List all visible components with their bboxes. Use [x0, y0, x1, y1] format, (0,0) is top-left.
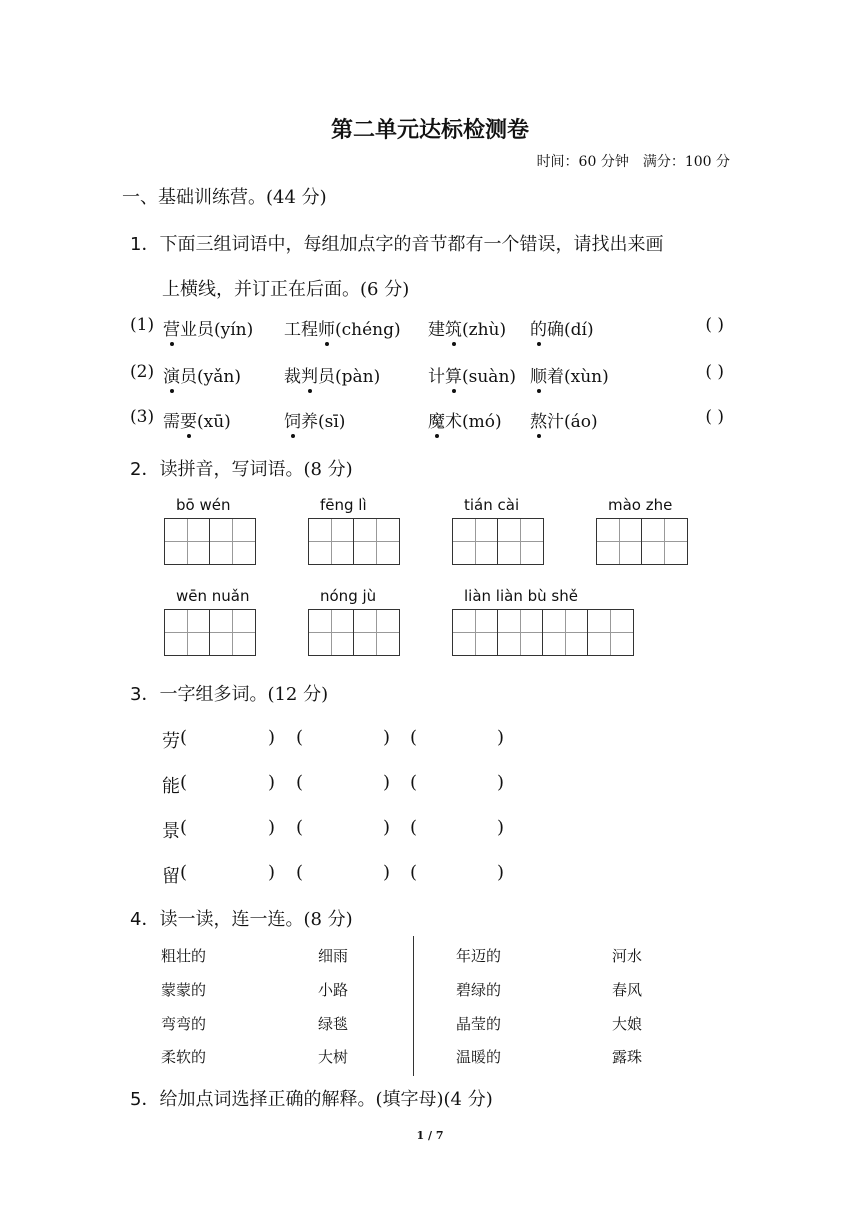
q2-text: 读拼音，写词语。(8 分) [159, 459, 353, 480]
blank-open: ( [296, 817, 304, 838]
tianzige-cell[interactable] [498, 610, 543, 655]
match-word[interactable]: 温暖的 [456, 1048, 502, 1066]
blank-open: ( [180, 862, 188, 883]
match-word[interactable]: 粗壮的 [161, 947, 207, 965]
q3-char: 能 [162, 776, 180, 797]
q3-char: 景 [162, 821, 180, 842]
blank-close: ) [268, 817, 276, 838]
tianzige-cell[interactable] [354, 610, 399, 655]
page-title: 第二单元达标检测卷 [330, 118, 529, 143]
q1-word [530, 407, 598, 432]
blank-open: ( [180, 772, 188, 793]
tianzige-cell[interactable] [309, 610, 354, 655]
word-suffix: (xū) [197, 412, 231, 432]
q1-word [428, 407, 502, 432]
blank-open: ( [410, 817, 418, 838]
tianzige-cell[interactable] [165, 610, 210, 655]
dotted-char: 师 [318, 315, 335, 340]
blank-close: ) [268, 772, 276, 793]
q1-row-label: (1) [130, 315, 155, 335]
q1-word [428, 315, 506, 340]
word-suffix: 汁(áo) [547, 412, 598, 432]
match-word[interactable]: 露珠 [612, 1048, 643, 1066]
match-word[interactable]: 蒙蒙的 [161, 981, 207, 999]
match-word[interactable]: 年迈的 [456, 947, 502, 965]
q3-number: 3． [130, 684, 160, 705]
pinyin-label: wēn nuǎn [176, 587, 250, 605]
blank-open: ( [410, 862, 418, 883]
q5-number: 5． [130, 1089, 160, 1110]
answer-blank[interactable]: ( ) [705, 407, 724, 427]
match-word[interactable]: 春风 [612, 981, 643, 999]
word-suffix: 养(sī) [301, 412, 346, 432]
word-suffix: (zhù) [462, 320, 507, 340]
word-suffix: (chéng) [335, 320, 401, 340]
tianzige-grid[interactable] [308, 609, 400, 656]
blank-open: ( [180, 727, 188, 748]
q3-heading [130, 680, 328, 706]
blank-open: ( [296, 862, 304, 883]
q1-word [284, 407, 345, 432]
q2-number: 2． [130, 459, 160, 480]
q1-word [530, 315, 594, 340]
dotted-char: 筑 [445, 315, 462, 340]
exam-meta: 时间：60 分钟 满分：100 分 [536, 154, 730, 170]
q1-word [163, 362, 241, 387]
blank-open: ( [180, 817, 188, 838]
tianzige-cell[interactable] [210, 610, 255, 655]
tianzige-grid[interactable] [164, 609, 256, 656]
word-prefix: 建 [428, 320, 445, 340]
tianzige-cell[interactable] [309, 519, 354, 564]
tianzige-cell[interactable] [642, 519, 687, 564]
column-divider [413, 936, 414, 1076]
q1-row-label: (2) [130, 362, 155, 382]
word-prefix: 需 [163, 412, 180, 432]
tianzige-grid[interactable] [452, 518, 544, 565]
blank-close: ) [383, 862, 391, 883]
word-suffix: 着(xùn) [547, 367, 609, 387]
tianzige-cell[interactable] [588, 610, 633, 655]
blank-open: ( [296, 727, 304, 748]
q1-number: 1． [130, 234, 160, 255]
dotted-char: 判 [301, 362, 318, 387]
q1-word [163, 407, 231, 432]
blank-close: ) [268, 727, 276, 748]
tianzige-grid[interactable] [308, 518, 400, 565]
match-word[interactable]: 弯弯的 [161, 1015, 207, 1033]
match-word[interactable]: 细雨 [318, 947, 349, 965]
q5-heading [130, 1085, 493, 1111]
q1-word [163, 315, 253, 340]
q4-text: 读一读，连一连。(8 分) [159, 909, 353, 930]
word-suffix: 确(dí) [547, 320, 594, 340]
blank-open: ( [296, 772, 304, 793]
word-prefix: 计 [428, 367, 445, 387]
tianzige-cell[interactable] [543, 610, 588, 655]
q1-word [284, 362, 380, 387]
tianzige-grid[interactable] [452, 609, 634, 656]
blank-close: ) [383, 817, 391, 838]
tianzige-cell[interactable] [165, 519, 210, 564]
tianzige-grid[interactable] [164, 518, 256, 565]
q1-word [530, 362, 609, 387]
tianzige-grid[interactable] [596, 518, 688, 565]
q3-text: 一字组多词。(12 分) [159, 684, 329, 705]
q1-row-label: (3) [130, 407, 155, 427]
match-word[interactable]: 大娘 [612, 1015, 643, 1033]
q3-char: 劳 [162, 731, 180, 752]
match-word[interactable]: 绿毯 [318, 1015, 349, 1033]
blank-close: ) [268, 862, 276, 883]
blank-close: ) [497, 727, 505, 748]
pinyin-label: bō wén [176, 496, 231, 514]
q1-line2: 上横线，并订正在后面。(6 分) [162, 279, 410, 300]
q1-text-1: 下面三组词语中，每组加点字的音节都有一个错误，请找出来画 [159, 234, 664, 255]
tianzige-cell[interactable] [498, 519, 543, 564]
tianzige-cell[interactable] [453, 519, 498, 564]
tianzige-cell[interactable] [354, 519, 399, 564]
blank-open: ( [410, 772, 418, 793]
blank-close: ) [497, 862, 505, 883]
match-word[interactable]: 大树 [318, 1048, 349, 1066]
pinyin-label: fēng lì [320, 496, 367, 514]
q5-text: 给加点词选择正确的解释。(填字母)(4 分) [159, 1089, 493, 1110]
tianzige-cell[interactable] [453, 610, 498, 655]
answer-blank[interactable]: ( ) [705, 362, 724, 382]
word-suffix: (suàn) [462, 367, 517, 387]
tianzige-cell[interactable] [597, 519, 642, 564]
dotted-char: 的 [530, 315, 547, 340]
blank-close: ) [497, 817, 505, 838]
dotted-char: 饲 [284, 407, 301, 432]
blank-close: ) [383, 772, 391, 793]
word-suffix: 员(pàn) [318, 367, 381, 387]
dotted-char: 营 [163, 315, 180, 340]
match-word[interactable]: 碧绿的 [456, 981, 502, 999]
dotted-char: 算 [445, 362, 462, 387]
page-number: 1 / 7 [416, 1129, 444, 1142]
word-prefix: 工程 [284, 320, 318, 340]
pinyin-label: nóng jù [320, 587, 377, 605]
q1-line1 [130, 230, 663, 256]
tianzige-cell[interactable] [210, 519, 255, 564]
q3-char: 留 [162, 866, 180, 887]
blank-close: ) [497, 772, 505, 793]
word-suffix: 术(mó) [445, 412, 502, 432]
blank-open: ( [410, 727, 418, 748]
match-word[interactable]: 河水 [612, 947, 643, 965]
section-heading: 一、基础训练营。(44 分) [122, 187, 327, 208]
dotted-char: 魔 [428, 407, 445, 432]
dotted-char: 演 [163, 362, 180, 387]
q2-heading [130, 455, 353, 481]
pinyin-label: liàn liàn bù shě [464, 587, 578, 605]
q1-word [428, 362, 516, 387]
word-suffix: 业员(yín) [180, 320, 254, 340]
pinyin-label: mào zhe [608, 496, 673, 514]
word-prefix: 裁 [284, 367, 301, 387]
answer-blank[interactable]: ( ) [705, 315, 724, 335]
dotted-char: 熬 [530, 407, 547, 432]
dotted-char: 要 [180, 407, 197, 432]
blank-close: ) [383, 727, 391, 748]
match-word[interactable]: 晶莹的 [456, 1015, 502, 1033]
q1-word [284, 315, 401, 340]
word-suffix: 员(yǎn) [180, 367, 241, 387]
q4-number: 4． [130, 909, 160, 930]
dotted-char: 顺 [530, 362, 547, 387]
match-word[interactable]: 小路 [318, 981, 349, 999]
pinyin-label: tián cài [464, 496, 520, 514]
q4-heading [130, 905, 353, 931]
match-word[interactable]: 柔软的 [161, 1048, 207, 1066]
